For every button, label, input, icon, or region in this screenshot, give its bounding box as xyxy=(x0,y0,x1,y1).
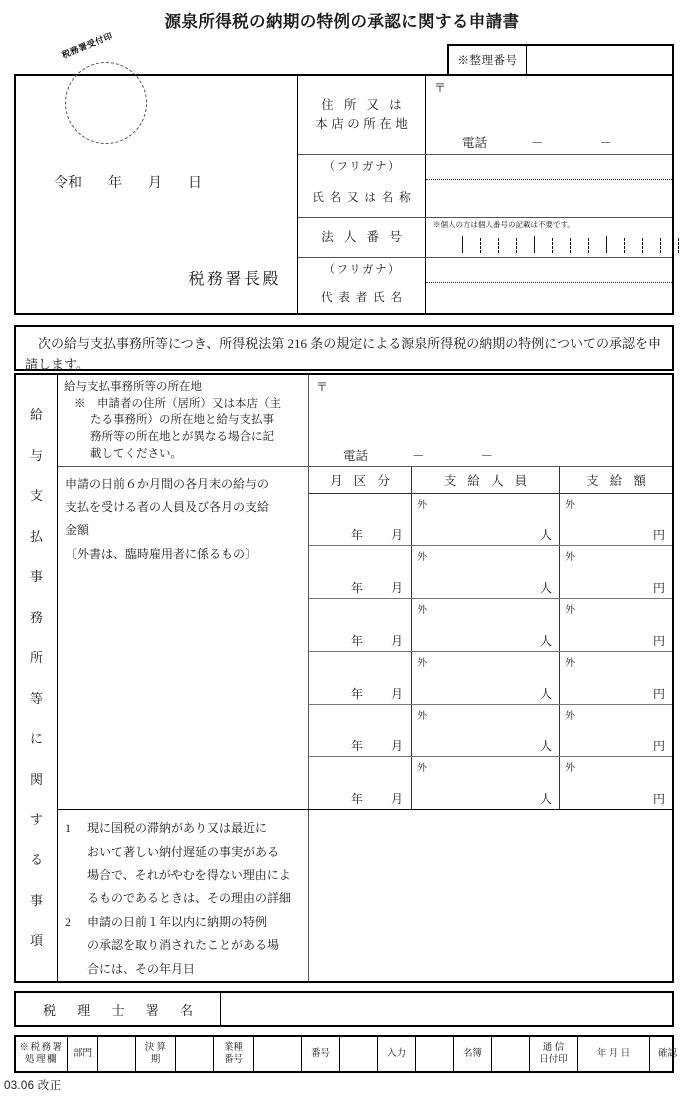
cell-amount[interactable] xyxy=(560,757,672,809)
cell-people[interactable] xyxy=(412,705,560,757)
office-instruction-line: 載してください。 xyxy=(90,447,182,460)
furigana-label-2: （フリガナ） xyxy=(298,258,426,283)
office-instruction-line: たる事務所）の所在地と給与支払事 xyxy=(90,414,274,427)
vrail-char: 事 xyxy=(29,892,43,908)
outside-marker: 外 xyxy=(565,710,575,722)
vrail-char: 項 xyxy=(29,933,43,949)
telephone-line xyxy=(462,133,612,151)
footer-cell-roster-value[interactable] xyxy=(492,1037,530,1071)
telephone-dash-2: － xyxy=(599,136,613,150)
page-title: 源泉所得税の納期の特例の承認に関する申請書 xyxy=(164,12,520,31)
outside-marker: 外 xyxy=(417,710,427,722)
footer-cell-industry-label xyxy=(214,1037,254,1071)
office-telephone-line xyxy=(343,446,493,464)
vrail-char: に xyxy=(29,731,43,747)
body-main-pane xyxy=(58,375,672,981)
table-row xyxy=(309,546,672,599)
outside-marker: 外 xyxy=(565,552,575,564)
year-kanji: 年 xyxy=(350,686,363,701)
office-telephone-label: 電話 xyxy=(343,448,369,463)
amount-unit: 円 xyxy=(652,633,665,648)
remark-line xyxy=(65,911,303,934)
footer-cell-input-label: 入力 xyxy=(378,1037,416,1071)
people-unit: 人 xyxy=(539,792,552,807)
month-year-marker xyxy=(351,685,403,702)
cell-month[interactable] xyxy=(309,546,412,598)
furigana-field-2[interactable] xyxy=(426,258,672,283)
remark-number: 1 xyxy=(65,821,71,836)
year-kanji: 年 xyxy=(350,792,363,807)
month-kanji: 月 xyxy=(390,792,403,807)
footer-label-line2: 期 xyxy=(150,1055,161,1065)
office-location-section xyxy=(58,375,672,467)
outside-marker: 外 xyxy=(417,552,427,564)
table-row xyxy=(309,494,672,547)
office-location-field[interactable] xyxy=(309,375,672,466)
month-kanji: 月 xyxy=(390,528,403,543)
payroll-table-header xyxy=(309,467,672,494)
year-kanji: 年 xyxy=(350,633,363,648)
address-label-line2: 本店の所在地 xyxy=(315,117,412,131)
representative-field[interactable] xyxy=(426,283,672,315)
month-kanji: 月 xyxy=(390,633,403,648)
outside-marker: 外 xyxy=(417,657,427,669)
cell-amount[interactable] xyxy=(560,652,672,704)
outside-marker: 外 xyxy=(417,605,427,617)
footer-label-line1: 業種 xyxy=(223,1042,243,1053)
footer-cell-office-label xyxy=(16,1037,68,1071)
footer-label-line2: 日付印 xyxy=(539,1055,568,1065)
month-year-marker xyxy=(351,790,403,807)
year-label: 年 xyxy=(108,176,122,191)
revision-note: 03.06 改正 xyxy=(4,1080,62,1092)
column-header-amount: 支 給 額 xyxy=(586,473,650,488)
payroll-six-month-section xyxy=(58,467,672,811)
column-header-people: 支 給 人 員 xyxy=(412,467,560,493)
reference-number-box xyxy=(447,44,674,76)
amount-unit: 円 xyxy=(652,581,665,596)
payroll-note-line: 申請の日前６か月間の各月末の給与の xyxy=(65,476,270,491)
cell-people[interactable] xyxy=(412,546,560,598)
header-left-pane xyxy=(16,30,298,313)
outside-marker: 外 xyxy=(565,605,575,617)
payroll-table xyxy=(309,467,672,810)
tax-office-processing-strip xyxy=(14,1035,677,1073)
amount-unit: 円 xyxy=(652,686,665,701)
payroll-note-line: 支払を受ける者の人員及び各月の支給 xyxy=(65,500,270,515)
office-instruction-line: 務所等の所在地とが異なる場合に記 xyxy=(90,431,274,444)
tax-office-addressee: 税務署長殿 xyxy=(188,271,281,288)
year-kanji: 年 xyxy=(350,528,363,543)
month-kanji: 月 xyxy=(390,739,403,754)
outside-marker: 外 xyxy=(417,499,427,511)
remarks-section xyxy=(58,810,672,981)
month-year-marker xyxy=(351,526,403,543)
month-kanji: 月 xyxy=(390,581,403,596)
month-kanji: 月 xyxy=(390,686,403,701)
cell-amount[interactable] xyxy=(560,599,672,651)
vertical-section-label xyxy=(16,375,58,981)
tax-accountant-signature-block xyxy=(14,991,674,1027)
footer-label-line1: 決 算 xyxy=(144,1042,167,1053)
vrail-char: 与 xyxy=(29,447,43,463)
amount-unit: 円 xyxy=(652,739,665,754)
outside-marker: 外 xyxy=(565,763,575,775)
representative-label: 代 表 者 氏 名 xyxy=(298,283,426,315)
representative-row xyxy=(298,283,672,315)
footer-label-line1: ※税務署 xyxy=(19,1042,64,1053)
day-label: 日 xyxy=(188,176,202,191)
outside-marker: 外 xyxy=(417,763,427,775)
office-instruction-line: ※ 申請者の住所（居所）又は本店（主 xyxy=(74,397,281,410)
cell-amount[interactable] xyxy=(560,705,672,757)
address-row xyxy=(298,76,672,155)
tax-accountant-field[interactable] xyxy=(221,993,672,1025)
vrail-char: 務 xyxy=(29,609,43,625)
year-kanji: 年 xyxy=(350,581,363,596)
amount-unit: 円 xyxy=(652,792,665,807)
footer-cell-fiscal-value[interactable] xyxy=(176,1037,214,1071)
cell-month[interactable] xyxy=(309,705,412,757)
remark-line: 場合で、それがやむを得ない理由によ xyxy=(87,868,291,883)
address-field[interactable] xyxy=(426,76,672,154)
month-label: 月 xyxy=(148,176,162,191)
receipt-stamp-label: 税務署受付印 xyxy=(60,30,115,60)
vrail-char: す xyxy=(29,811,43,827)
remarks-field[interactable] xyxy=(309,810,672,981)
remark-text: 現に国税の滞納があり又は最近に xyxy=(87,821,268,836)
remark-line xyxy=(65,817,303,840)
outside-marker: 外 xyxy=(565,499,575,511)
payroll-office-block xyxy=(14,373,674,983)
cell-month[interactable] xyxy=(309,652,412,704)
cell-people[interactable] xyxy=(412,599,560,651)
month-year-marker xyxy=(351,579,403,596)
furigana-row-2 xyxy=(298,258,672,283)
office-telephone-dash-1: － xyxy=(412,448,425,463)
name-field[interactable] xyxy=(426,180,672,217)
people-unit: 人 xyxy=(539,739,552,754)
office-instruction-line: 給与支払事務所等の所在地 xyxy=(64,381,202,393)
table-row xyxy=(309,705,672,758)
payroll-note-line: 〔外書は、臨時雇用者に係るもの〕 xyxy=(65,546,258,561)
tax-accountant-label: 税 理 士 署 名 xyxy=(16,993,221,1025)
remark-line: おいて著しい納付遅延の事実がある xyxy=(87,844,280,859)
footer-cell-roster-label: 名簿 xyxy=(454,1037,492,1071)
cell-amount[interactable] xyxy=(560,494,672,546)
reference-number-label: ※整理番号 xyxy=(449,46,527,74)
remark-line: の承認を取り消されたことがある場 xyxy=(87,938,280,953)
outside-marker: 外 xyxy=(565,657,575,669)
corporate-number-label: 法 人 番 号 xyxy=(298,218,426,257)
vrail-char: 事 xyxy=(29,569,43,585)
furigana-label-1: （フリガナ） xyxy=(298,155,426,180)
vrail-char: 払 xyxy=(29,528,43,544)
footer-cell-input-value[interactable] xyxy=(416,1037,454,1071)
remark-line: るものであるときは、その理由の詳細 xyxy=(87,891,292,906)
footer-cell-number-value[interactable] xyxy=(340,1037,378,1071)
vrail-char: 給 xyxy=(29,407,43,423)
header-right-pane xyxy=(298,76,672,313)
amount-unit: 円 xyxy=(652,528,665,543)
people-unit: 人 xyxy=(539,633,552,648)
era-label: 令和 xyxy=(54,176,82,191)
cell-people[interactable] xyxy=(412,757,560,809)
corporate-number-row xyxy=(298,218,672,258)
footer-label-line1: 通 信 xyxy=(542,1042,565,1053)
column-header-month: 月 区 分 xyxy=(309,467,412,493)
cell-month[interactable] xyxy=(309,757,412,809)
people-unit: 人 xyxy=(539,528,552,543)
footer-label-line2: 番号 xyxy=(223,1055,243,1065)
remarks-instructions xyxy=(58,810,309,981)
footer-label-line2: 処理欄 xyxy=(24,1055,58,1065)
name-label: 氏 名 又 は 名 称 xyxy=(298,180,426,217)
table-row xyxy=(309,757,672,809)
footer-cell-date-label: 年 月 日 xyxy=(578,1037,650,1071)
application-statement: 次の給与支払事務所等につき、所得税法第 216 条の規定による源泉所得税の納期の特例についての承認を申請します。 xyxy=(14,325,674,371)
payroll-note-line: 金額 xyxy=(65,523,90,538)
people-unit: 人 xyxy=(539,686,552,701)
name-row xyxy=(298,180,672,218)
cell-people[interactable] xyxy=(412,652,560,704)
cell-people[interactable] xyxy=(412,494,560,546)
footer-cell-number-label: 番号 xyxy=(302,1037,340,1071)
submission-date[interactable] xyxy=(54,172,202,192)
receipt-stamp-circle xyxy=(65,62,147,144)
remark-text: 申請の日前１年以内に納期の特例 xyxy=(87,914,268,929)
postal-mark-icon: 〒 xyxy=(316,380,329,394)
vrail-char: 等 xyxy=(29,690,43,706)
cell-month[interactable] xyxy=(309,494,412,546)
table-row xyxy=(309,599,672,652)
footer-cell-confirm-label: 確認 xyxy=(650,1037,684,1071)
footer-cell-department-label: 部門 xyxy=(68,1037,98,1071)
year-kanji: 年 xyxy=(350,739,363,754)
footer-cell-industry-value[interactable] xyxy=(254,1037,302,1071)
remark-number: 2 xyxy=(65,914,71,929)
month-year-marker xyxy=(351,632,403,649)
cell-amount[interactable] xyxy=(560,546,672,598)
payroll-table-instructions xyxy=(58,467,309,810)
vrail-char: 関 xyxy=(29,771,43,787)
reference-number-field[interactable] xyxy=(527,46,672,74)
postal-mark-icon: 〒 xyxy=(434,81,447,95)
address-label xyxy=(298,76,426,154)
furigana-field-1[interactable] xyxy=(426,155,672,180)
footer-cell-postmark-label xyxy=(530,1037,578,1071)
office-location-instructions xyxy=(58,375,309,466)
cell-month[interactable] xyxy=(309,599,412,651)
corporate-number-note: ※個人の方は個人番号の記載は不要です。 xyxy=(433,220,575,229)
corporate-number-ticks xyxy=(462,233,684,253)
vrail-char: 所 xyxy=(29,650,43,666)
table-row xyxy=(309,652,672,705)
footer-cell-department-value[interactable] xyxy=(98,1037,136,1071)
telephone-dash-1: － xyxy=(531,136,544,150)
vrail-char: 支 xyxy=(29,488,43,504)
furigana-row-1 xyxy=(298,155,672,180)
telephone-label: 電話 xyxy=(462,136,488,150)
vrail-char: る xyxy=(29,852,43,868)
address-label-line1: 住 所 又 は xyxy=(321,97,406,112)
month-year-marker xyxy=(351,737,403,754)
people-unit: 人 xyxy=(539,581,552,596)
footer-cell-fiscal-label xyxy=(136,1037,176,1071)
office-telephone-dash-2: － xyxy=(480,448,494,463)
corporate-number-field[interactable] xyxy=(426,218,672,257)
remark-line: 合には、その年月日 xyxy=(87,961,196,976)
